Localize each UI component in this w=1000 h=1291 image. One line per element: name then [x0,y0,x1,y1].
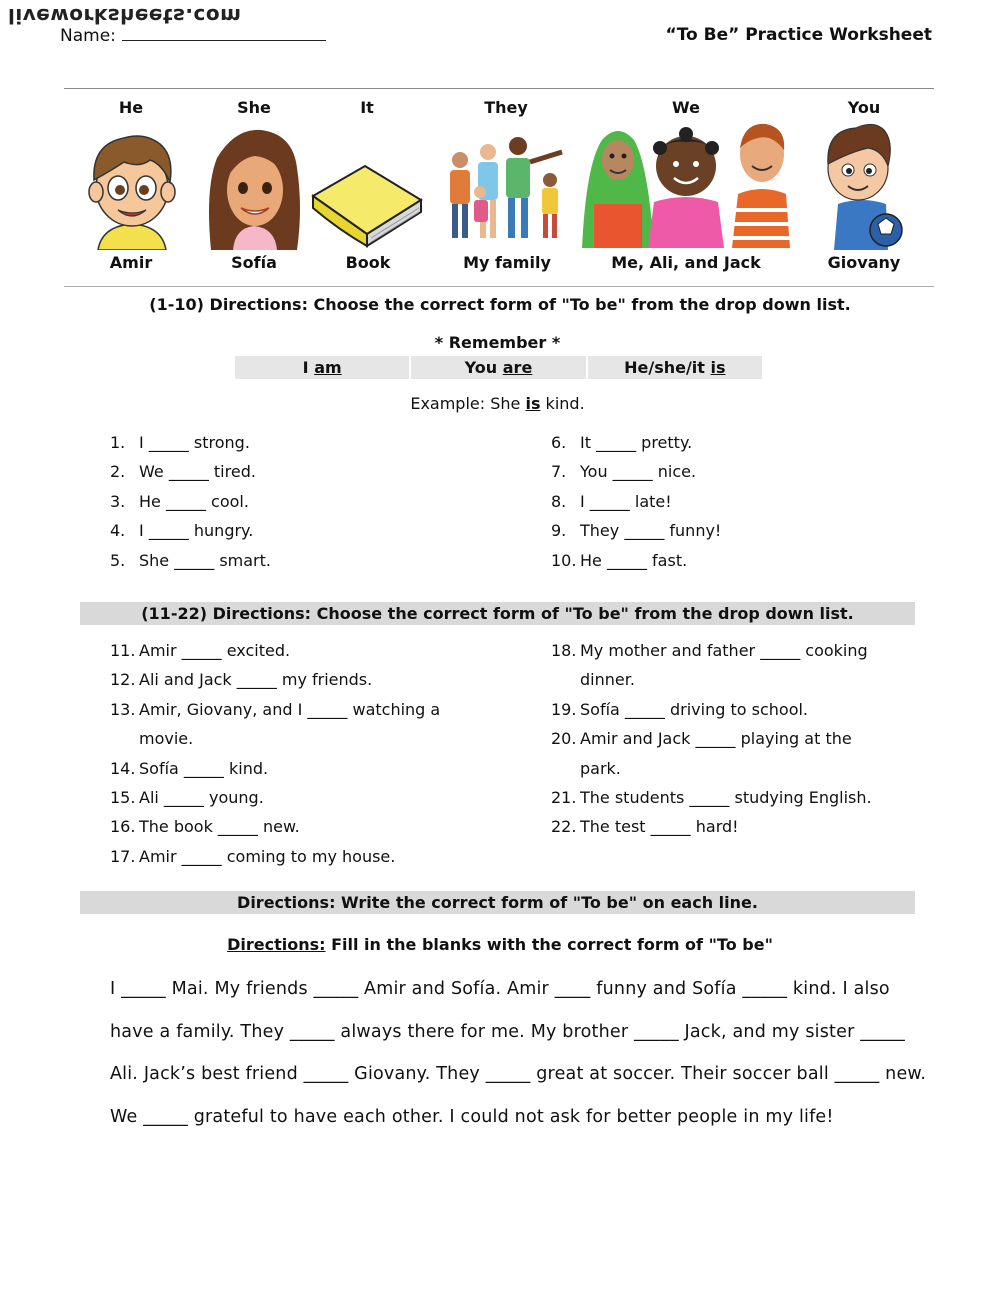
caption-me-ali-jack: Me, Ali, and Jack [611,253,761,272]
caption-book: Book [345,253,391,272]
question-continuation: dinner. [580,670,635,690]
name-input-line[interactable] [122,26,326,41]
question-item[interactable]: 5. She _____ smart. [110,550,271,570]
pronoun-they: They [484,98,528,117]
caption-sofia: Sofía [231,253,277,272]
question-continuation: movie. [139,729,194,749]
question-item[interactable]: 21. The students _____ studying English. [551,788,872,808]
question-item[interactable]: 4. I _____ hungry. [110,521,254,541]
giovany-illustration [820,120,904,250]
section3-directions: Directions: Write the correct form of "To be" on each line. [80,891,915,914]
fill-in-paragraph[interactable]: I _____ Mai. My friends _____ Amir and Sofía. Amir ____ funny and Sofía _____ kind. I also have a family. They _____ always there for me. My brother _____ Jack, and my sister _____ Ali. Jack’s best friend _____ Giovany. They _____ great at soccer. Their soccer ball _____ new. We _____ grateful to have each other. I could not ask for better people in my life! [110,979,927,1128]
question-item[interactable]: 2. We _____ tired. [110,462,256,482]
pronoun-it: It [360,98,374,117]
remember-title: * Remember * [434,333,561,352]
question-item[interactable]: 13. Amir, Giovany, and I _____ watching a [110,699,441,719]
family-illustration [442,130,572,242]
pronoun-we: We [672,98,700,117]
question-item[interactable]: 14. Sofía _____ kind. [110,758,269,778]
pronoun-she: She [237,98,271,117]
book-illustration [309,160,424,250]
name-row [60,26,326,46]
amir-illustration [84,130,180,250]
caption-my-family: My family [463,253,551,272]
sofia-illustration [205,128,303,250]
section3-subdirections: Directions: Fill in the blanks with the correct form of "To be" [227,935,773,954]
question-item[interactable]: 6. It _____ pretty. [551,433,693,452]
question-item[interactable]: 18. My mother and father _____ cooking [551,641,868,660]
remember-table [235,356,762,379]
question-item[interactable]: 20. Amir and Jack _____ playing at the [551,729,852,749]
question-item[interactable]: 7. You _____ nice. [551,462,697,482]
question-item[interactable]: 10. He _____ fast. [551,550,688,570]
remember-cell-you: You are [411,356,587,379]
watermark: liveworksheets.com [8,4,242,28]
question-item[interactable]: 8. I _____ late! [551,491,672,511]
question-item[interactable]: 1. I _____ strong. [110,433,250,452]
top-divider [64,88,934,89]
question-item[interactable]: 15. Ali _____ young. [110,788,264,808]
section1-directions: (1-10) Directions: Choose the correct form of "To be" from the drop down list. [149,295,851,314]
pronoun-divider [64,286,934,287]
caption-amir: Amir [109,253,153,272]
question-item[interactable]: 19. Sofía _____ driving to school. [551,699,809,719]
remember-cell-he-she-it: He/she/it is [588,356,762,379]
section2-right-list [551,636,931,842]
friends-illustration [582,120,790,248]
section1-left-list [110,428,530,575]
question-item[interactable]: 12. Ali and Jack _____ my friends. [110,670,373,690]
question-item[interactable]: 17. Amir _____ coming to my house. [110,846,396,866]
question-item[interactable]: 3. He _____ cool. [110,491,249,511]
example-sentence: Example: She is kind. [410,394,585,413]
section2-left-list [110,636,530,871]
question-item[interactable]: 9. They _____ funny! [551,521,722,541]
section2-directions: (11-22) Directions: Choose the correct form of "To be" from the drop down list. [80,602,915,625]
question-continuation: park. [580,758,621,778]
name-label: Name: [60,26,116,46]
remember-cell-i: I am [235,356,411,379]
question-item[interactable]: 11. Amir _____ excited. [110,641,291,660]
question-item[interactable]: 22. The test _____ hard! [551,817,739,837]
question-item[interactable]: 16. The book _____ new. [110,817,300,837]
pronoun-he: He [118,98,144,117]
pronoun-you: You [847,98,881,117]
worksheet-title: “To Be” Practice Worksheet [665,25,932,45]
caption-giovany: Giovany [827,253,901,272]
section1-right-list [551,428,931,575]
